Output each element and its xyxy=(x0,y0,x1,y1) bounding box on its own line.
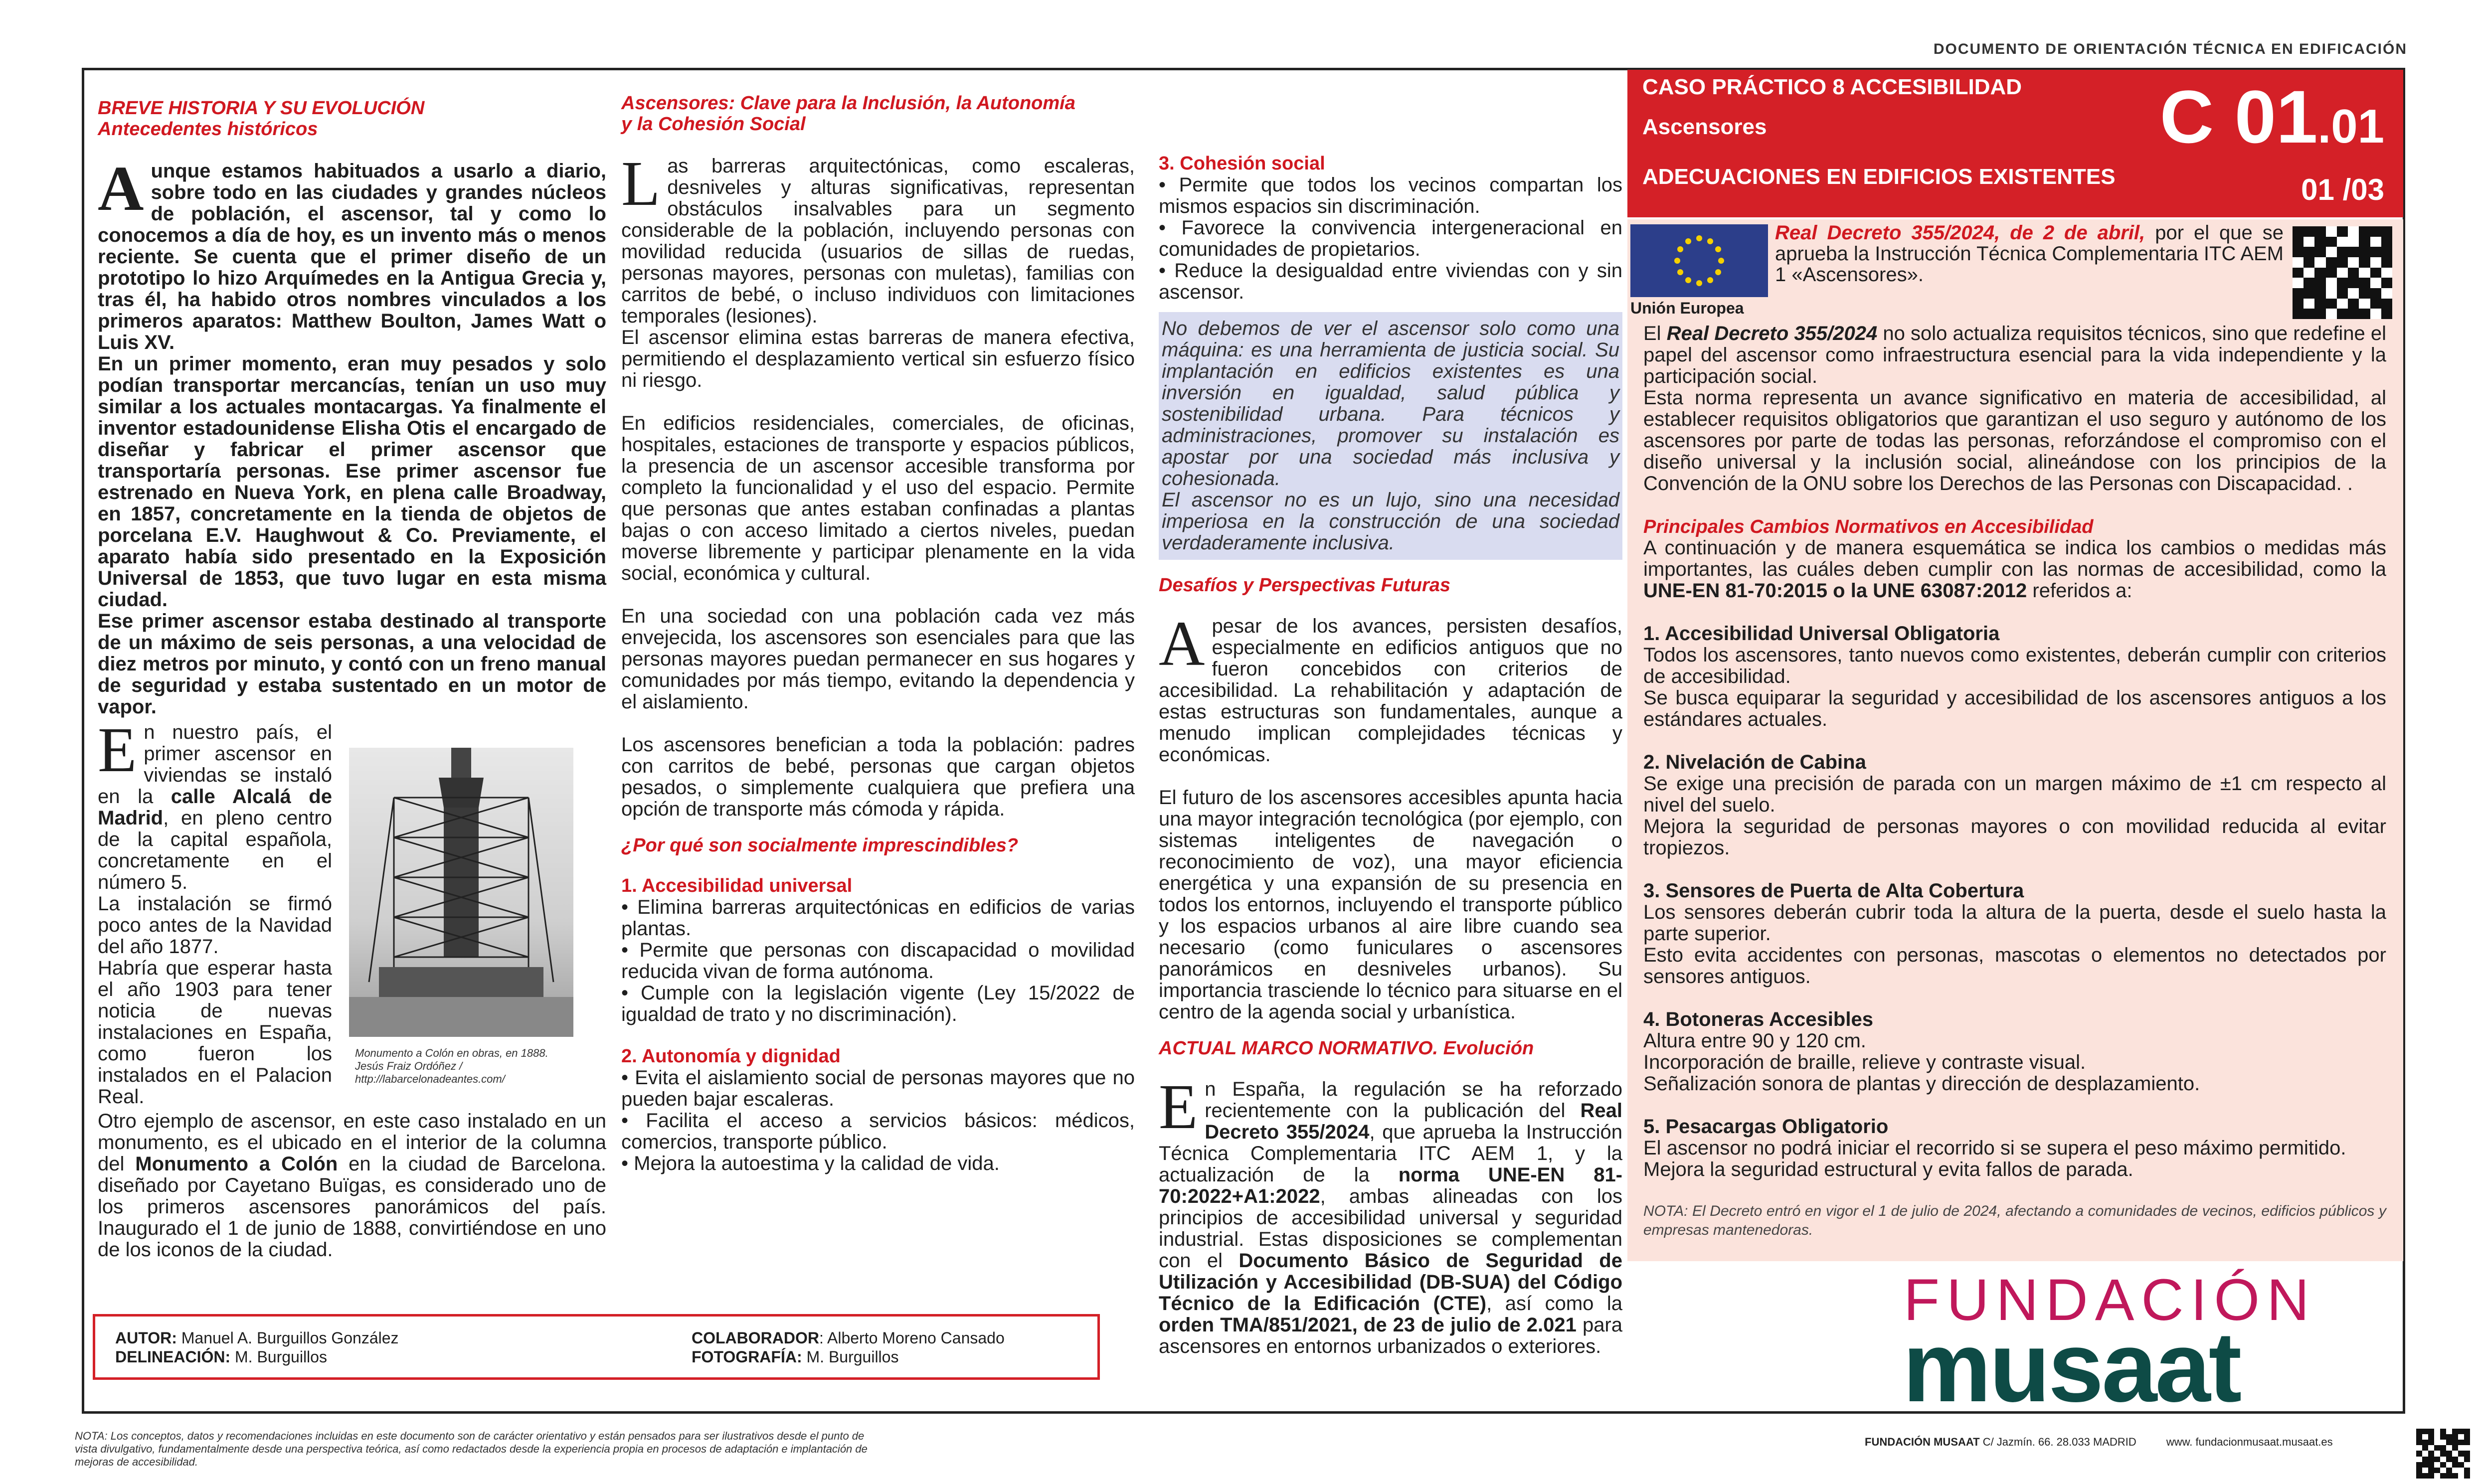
history-paragraph-2: En un primer momento, eran muy pesados y solo podían transportar mercancías, tenían un uso muy similar a los actuales montacargas. Ya finalmente el inventor estadounidense Elisha Otis el encargado de diseñar y fabricar el primer ascensor que transportaría personas. Ese primer ascensor fue estrenado en Nueva York, en plena calle Broadway, en 1857, concretamente en la tienda de objetos de porcelana E.V. Haughwout & Co. Previamente, el aparato había sido presentado en la Exposición Universal de 1853, que tuvo lugar en esta misma ciudad. xyxy=(98,353,606,611)
document-type-header: DOCUMENTO DE ORIENTACIÓN TÉCNICA EN EDIFICACIÓN xyxy=(1933,41,2407,57)
column-inclusion xyxy=(621,93,1135,1174)
credit-collaborator: COLABORADOR: Alberto Moreno Cansado xyxy=(692,1329,1005,1347)
change-5-text-a: El ascensor no podrá iniciar el recorrido si se supera el peso máximo permitido. xyxy=(1643,1137,2346,1159)
list-item: • Mejora la autoestima y la calidad de vida. xyxy=(621,1153,1000,1174)
change-4-text-b: Incorporación de braille, relieve y contraste visual. xyxy=(1643,1051,2086,1073)
section-3-title: 3. Cohesión social xyxy=(1159,153,1325,174)
column-colon-text xyxy=(98,1111,606,1261)
dropcap: A xyxy=(98,153,144,224)
challenges-title: Desafíos y Perspectivas Futuras xyxy=(1159,575,1451,596)
change-4-text-c: Señalización sonora de plantas y dirección de desplazamiento. xyxy=(1643,1073,2200,1095)
list-item: • Cumple con la legislación vigente (Ley 15/2022 de igualdad de trato y no discriminación). xyxy=(621,982,1135,1025)
credit-drafting: DELINEACIÓN: M. Burguillos xyxy=(115,1348,327,1366)
qr-code-icon[interactable] xyxy=(2293,226,2392,319)
list-item: • Evita el aislamiento social de personas mayores que no pueden bajar escaleras. xyxy=(621,1067,1135,1110)
list-item: • Facilita el acceso a servicios básicos: médicos, comercios, transporte público. xyxy=(621,1110,1135,1153)
dropcap: E xyxy=(1159,1071,1198,1142)
change-2-title: 2. Nivelación de Cabina xyxy=(1643,751,1866,773)
inclusion-subtitle: y la Cohesión Social xyxy=(621,114,806,135)
challenges-paragraph-1: Apesar de los avances, persisten desafíos, especialmente en edificios antiguos que no fueron concebidos con criterios de accesibilidad. La rehabilitación y adaptación de estas estructuras son fundamentales, aunque a menudo implican complejidades técnicas y económicas. xyxy=(1159,608,1622,766)
section-1-list xyxy=(621,897,1135,1025)
list-item: • Permite que personas con discapacidad o movilidad reducida vivan de forma autónoma. xyxy=(621,939,1135,983)
change-4-text-a: Altura entre 90 y 120 cm. xyxy=(1643,1030,1866,1052)
column-spain-text xyxy=(98,714,332,1108)
quote-paragraph-2: El ascensor no es un lujo, sino una necesidad imperiosa en la construcción de una sociedad verdaderamente inclusiva. xyxy=(1162,489,1619,554)
footer-disclaimer: NOTA: Los conceptos, datos y recomendaciones incluidas en este documento son de carácter orientativo y están pensados para ser ilustrativos desde el punto de vista divulgativo, fundamentalmente desde una perspectiva teórica, así como redactados desde la experiencia propia en procesos de adaptación e implantación de mejoras de accesibilidad. xyxy=(75,1430,868,1468)
quote-paragraph-1: No debemos de ver el ascensor solo como una máquina: es una herramienta de justicia social. Su implantación en edificios existentes es una inversión en igualdad, salud pública y sostenibilidad urbana. Para técnicos y administraciones, promover su instalación es apostar por una sociedad más inclusiva y cohesionada. xyxy=(1162,318,1619,490)
change-2-text-b: Mejora la seguridad de personas mayores o con movilidad reducida al evitar tropiezos. xyxy=(1643,816,2386,859)
royal-decree-ref: Real Decreto 355/2024, de 2 de abril, por el que se aprueba la Instrucción Técnica Complementaria ITC AEM 1 «Ascensores». xyxy=(1775,222,2284,286)
why-title: ¿Por qué son socialmente imprescindibles? xyxy=(621,835,1019,856)
change-1-title: 1. Accesibilidad Universal Obligatoria xyxy=(1643,623,2000,645)
case-section: ADECUACIONES EN EDIFICIOS EXISTENTES xyxy=(1642,165,2116,189)
change-3-title: 3. Sensores de Puerta de Alta Cobertura xyxy=(1643,880,2024,902)
inclusion-paragraph-2: El ascensor elimina estas barreras de manera efectiva, permitiendo el desplazamiento vertical sin esfuerzo físico ni riesgo. xyxy=(621,327,1135,391)
spain-paragraph-1: En nuestro país, el primer ascensor en viviendas se instaló en la calle Alcalá de Madrid, en pleno centro de la capital española, concretamente en el número 5. xyxy=(98,714,332,893)
footer-address: FUNDACIÓN MUSAAT C/ Jazmín. 66. 28.033 MADRID www. fundacionmusaat.musaat.es xyxy=(1865,1436,2333,1448)
colon-paragraph: Otro ejemplo de ascensor, en este caso instalado en un monumento, es el ubicado en el interior de la columna del Monumento a Colón en la ciudad de Barcelona. diseñado por Cayetano Buïgas, es considerado uno de los primeros ascensores panorámicos del país. Inaugurado el 1 de junio de 1888, convirtiéndose en uno de los iconos de la ciudad. xyxy=(98,1110,606,1261)
list-item: • Elimina barreras arquitectónicas en edificios de varias plantas. xyxy=(621,896,1135,940)
monument-photo xyxy=(349,748,573,1037)
history-paragraph-3: Ese primer ascensor estaba destinado al transporte de un máximo de seis personas, a una velocidad de diez metros por minuto, y contó con un freno manual de seguridad y estaba sustentado en un motor de vapor. xyxy=(98,610,606,718)
change-1-text-b: Se busca equiparar la seguridad y accesibilidad de los ascensores antiguos a los estándares actuales. xyxy=(1643,687,2386,730)
list-item: • Reduce la desigualdad entre viviendas con y sin ascensor. xyxy=(1159,260,1622,303)
musaat-logo-text: musaat xyxy=(1903,1312,2240,1423)
list-item: • Permite que todos los vecinos compartan los mismos espacios sin discriminación. xyxy=(1159,174,1622,217)
eu-stars-icon xyxy=(1630,224,1768,297)
spain-paragraph-3: Habría que esperar hasta el año 1903 para tener noticia de nuevas instalaciones en España, como fueron los instalados en el Palacion Real. xyxy=(98,957,332,1108)
section-3-list xyxy=(1159,174,1622,303)
fundacion-logo-text: FUNDACIÓN xyxy=(1904,1267,2316,1333)
list-item: • Favorece la convivencia intergeneracional en comunidades de propietarios. xyxy=(1159,217,1622,260)
website-link[interactable]: www. fundacionmusaat.musaat.es xyxy=(2166,1436,2333,1448)
case-subtitle: Ascensores xyxy=(1642,115,1767,139)
change-2-text-a: Se exige una precisión de parada con un margen máximo de ±1 cm respecto al nivel del suelo. xyxy=(1643,773,2386,816)
section-2-list xyxy=(621,1067,1135,1174)
challenges-paragraph-2: El futuro de los ascensores accesibles apunta hacia una mayor integración tecnológica (por ejemplo, con sistemas inteligentes de navegación o reconocimiento de voz), una mayor eficiencia energética y una expansión de su presencia en todos los entornos, incluyendo el transporte público y los espacios urbanos al aire libre cuando sea necesario (como funiculares o ascensores panorámicos en desniveles urbanos). Su importancia trasciende lo técnico para situarse en el centro de la agenda social y urbanística. xyxy=(1159,787,1622,1023)
decree-note: NOTA: El Decreto entró en vigor el 1 de julio de 2024, afectando a comunidades de vecinos, edificios públicos y empresas mantenedoras. xyxy=(1643,1203,2386,1238)
monument-scaffold-illustration xyxy=(349,748,573,1037)
regulation-paragraph: En España, la regulación se ha reforzado recientemente con la publicación del Real Decreto 355/2024, que aprueba la Instrucción Técnica Complementaria ITC AEM 1, y la actualización de la norma UNE-EN 81-70:2022+A1:2022, ambas alineadas con los principios de accesibilidad universal y seguridad industrial. Estas disposiciones se complementan con el Documento Básico de Seguridad de Utilización y Accesibilidad (DB-SUA) del Código Técnico de la Edificación (CTE), así como la orden TMA/851/2021, de 23 de julio de 2.021 para ascensores en entornos urbanizados o exteriores. xyxy=(1159,1071,1623,1357)
spain-paragraph-2: La instalación se firmó poco antes de la Navidad del año 1877. xyxy=(98,893,332,958)
history-paragraph-1: Aunque estamos habituados a usarlo a diario, sobre todo en las ciudades y grandes núcleos de población, el ascensor, tal y como lo conocemos a día de hoy, es un invento más o menos reciente. Se cuenta que el primer diseño de un prototipo lo hizo Arquímedes en la Antigua Grecia y, tras él, ha habido otros nombres vinculados a los primeros aparatos: Matthew Boulton, James Watt o Luis XV. xyxy=(98,153,606,353)
case-title: CASO PRÁCTICO 8 ACCESIBILIDAD xyxy=(1642,75,2022,99)
changes-title: Principales Cambios Normativos en Accesibilidad xyxy=(1643,516,2094,537)
change-3-text-a: Los sensores deberán cubrir toda la altura de la puerta, desde el suelo hasta la parte superior. xyxy=(1643,901,2386,945)
change-3-text-b: Esto evita accidentes con personas, mascotas o elementos no detectados por sensores antiguos. xyxy=(1643,944,2386,988)
dropcap: A xyxy=(1159,608,1205,679)
regulation-body xyxy=(1643,323,2386,1240)
change-5-title: 5. Pesacargas Obligatorio xyxy=(1643,1116,1889,1138)
credit-author: AUTOR: Manuel A. Burguillos González xyxy=(115,1329,399,1347)
change-4-title: 4. Botoneras Accesibles xyxy=(1643,1008,1873,1030)
eu-label: Unión Europea xyxy=(1630,299,1744,317)
regulation-title: ACTUAL MARCO NORMATIVO. Evolución xyxy=(1159,1038,1534,1059)
decree-paragraph-2: Esta norma representa un avance significativo en materia de accesibilidad, al establecer requisitos obligatorios que garantizan el uso seguro y autónomo de los ascensores por parte de todas las personas, reforzándose el compromiso con el diseño universal y la inclusión social, alineándose con los principios de la Convención de la ONU sobre los Derechos de las Personas con Discapacidad. . xyxy=(1643,387,2386,495)
footer-qr-code-icon[interactable] xyxy=(2416,1429,2470,1479)
column-history xyxy=(98,98,606,718)
dropcap: E xyxy=(98,714,137,785)
change-5-text-b: Mejora la seguridad estructural y evita fallos de parada. xyxy=(1643,1158,2133,1180)
column-future xyxy=(1159,153,1622,1357)
inclusion-paragraph-1: Las barreras arquitectónicas, como escaleras, desniveles y alturas significativas, representan obstáculos insalvables para un segmento considerable de la población, incluyendo personas con movilidad reducida (usuarios de sillas de ruedas, personas mayores, personas con muletas), familias con carritos de bebé, o incluso individuos con limitaciones temporales (lesiones). xyxy=(621,148,1135,327)
history-subtitle: Antecedentes históricos xyxy=(98,119,318,140)
inclusion-paragraph-4: En una sociedad con una población cada vez más envejecida, los ascensores son esenciales para que las personas mayores puedan permanecer en sus hogares y comunidades por más tiempo, evitando la dependencia y el aislamiento. xyxy=(621,605,1135,713)
dropcap: L xyxy=(621,148,661,219)
credit-photography: FOTOGRAFÍA: M. Burguillos xyxy=(692,1348,899,1366)
inclusion-paragraph-3: En edificios residenciales, comerciales, de oficinas, hospitales, estaciones de transporte y espacios públicos, la presencia de un ascensor accesible transforma por completo la funcionalidad y el uso del espacio. Permite que personas que antes estaban confinadas a plantas bajas o con acceso limitado a ciertos niveles, puedan moverse libremente y participar plenamente en la vida social, económica y cultural. xyxy=(621,412,1135,584)
page-number: 01 /03 xyxy=(2301,173,2384,206)
case-code: C 01.01 xyxy=(2159,75,2384,159)
decree-paragraph-1: El Real Decreto 355/2024 no solo actualiza requisitos técnicos, sino que redefine el papel del ascensor como infraestructura esencial para la vida independiente y la participación social. xyxy=(1643,323,2387,387)
photo-caption: Monumento a Colón en obras, en 1888. Jesús Fraiz Ordóñez / http://labarcelonadeantes.com/ xyxy=(355,1047,548,1085)
credits-box xyxy=(93,1314,1100,1380)
eu-flag xyxy=(1630,224,1768,297)
changes-intro: A continuación y de manera esquemática se indica los cambios o medidas más importantes, las cuáles deben cumplir con las normas de accesibilidad, como la UNE-EN 81-70:2015 o la UNE 63087:2012 referidos a: xyxy=(1643,537,2386,602)
highlight-quote xyxy=(1159,312,1622,560)
section-2-title: 2. Autonomía y dignidad xyxy=(621,1046,841,1067)
inclusion-title: Ascensores: Clave para la Inclusión, la Autonomía xyxy=(621,93,1075,114)
case-header-box xyxy=(1627,70,2403,217)
change-1-text-a: Todos los ascensores, tanto nuevos como existentes, deberán cumplir con criterios de accesibilidad. xyxy=(1643,644,2386,687)
section-1-title: 1. Accesibilidad universal xyxy=(621,875,853,896)
inclusion-paragraph-5: Los ascensores benefician a toda la población: padres con carritos de bebé, personas que cargan objetos pesados, o simplemente cualquiera que prefiera una opción de transporte más cómoda y rápida. xyxy=(621,734,1135,820)
history-title: BREVE HISTORIA Y SU EVOLUCIÓN xyxy=(98,98,425,119)
